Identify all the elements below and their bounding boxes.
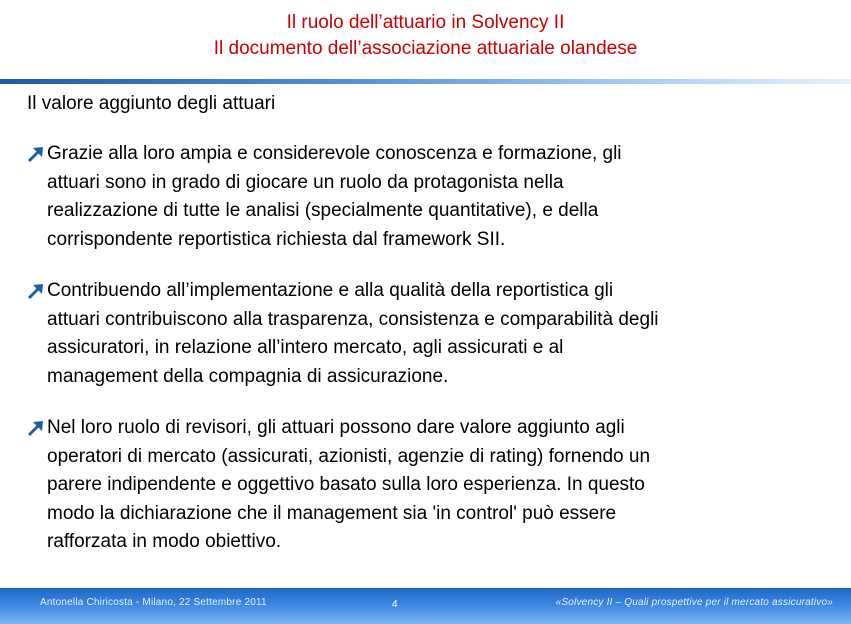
section-heading: Il valore aggiunto degli attuari [27,93,276,114]
page-number: 4 [392,599,398,610]
slide-title [0,10,851,62]
footer-bar [0,588,851,624]
title-divider [0,79,851,84]
bullet-3-line-1: Nel loro ruolo di revisori, gli attuari possono dare valore aggiunto agli [47,417,625,438]
bullet-3-line-4: modo la dichiarazione che il management sia 'in control' può essere [47,502,617,524]
bullet-2-line-2: attuari contribuiscono alla trasparenza, consistenza e comparabilità degli [47,308,659,330]
arrow-up-right-icon [27,282,45,300]
bullet-item-1 [27,140,827,254]
bullet-1-line-3: realizzazione di tutte le analisi (specialmente quantitative), e della [47,200,599,221]
bullet-2-line-3: assicuratori, in relazione all’intero mercato, agli assicurati e al [47,337,564,358]
bullet-item-2 [27,277,827,391]
title-line-1: Il ruolo dell’attuario in Solvency II [286,12,565,33]
arrow-up-right-icon [27,419,45,437]
bullet-1-line-2: attuari sono in grado di giocare un ruolo da protagonista nella [47,171,564,193]
bullet-text-1 [27,140,827,254]
bullet-text-2 [27,277,827,391]
title-line-2: Il documento dell’associazione attuariale olandese [213,38,638,59]
arrow-up-right-icon [27,145,45,163]
footer-event: «Solvency II – Quali prospettive per il mercato assicurativo» [555,597,833,608]
bullet-3-line-3: parere indipendente e oggettivo basato sulla loro esperienza. In questo [47,474,645,495]
bullet-text-3 [27,414,827,557]
bullet-2-line-4: management della compagnia di assicurazione. [47,365,449,387]
bullet-3-line-2: operatori di mercato (assicurati, azionisti, agenzie di rating) fornendo un [47,445,651,467]
bullet-1-line-4: corrispondente reportistica richiesta dal framework SII. [47,228,506,250]
bullet-3-line-5: rafforzata in modo obiettivo. [47,531,282,552]
bullet-item-3 [27,414,827,557]
bullet-1-line-1: Grazie alla loro ampia e considerevole conoscenza e formazione, gli [47,143,622,164]
footer-author: Antonella Chiricosta - Milano, 22 Settembre 2011 [40,597,267,608]
bullet-2-line-1: Contribuendo all’implementazione e alla qualità della reportistica gli [47,280,614,301]
